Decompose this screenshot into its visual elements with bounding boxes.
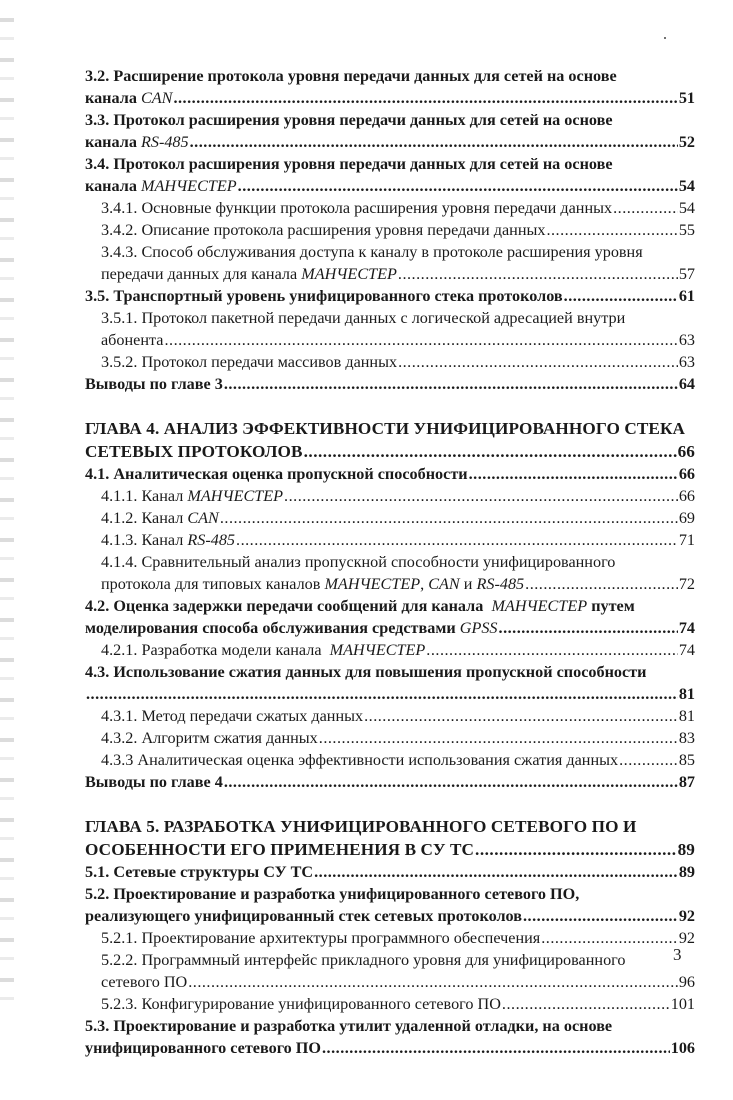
toc-entry-title: 3.4. Протокол расширения уровня передачи данных для сетей на основе: [85, 155, 613, 173]
toc-subsection[interactable]: [85, 749, 695, 771]
toc-entry-title: Выводы по главе 3: [85, 375, 223, 393]
dot-leader: [224, 373, 678, 395]
italic-term: CAN: [187, 509, 219, 527]
toc-section[interactable]: [85, 771, 695, 793]
italic-term: RS-485: [140, 133, 189, 151]
toc-entry-title: протокола для типовых каналов МАНЧЕСТЕР, CAN и RS-485: [101, 575, 525, 593]
dot-leader: [564, 285, 678, 307]
toc-section[interactable]: [85, 463, 695, 485]
toc-entry-title: канала CAN: [85, 89, 173, 107]
toc-entry-title: абонента: [101, 331, 164, 349]
toc-page-number: 85: [678, 751, 695, 769]
toc-subsection[interactable]: [85, 197, 695, 219]
toc-chapter[interactable]: [85, 417, 695, 463]
toc-subsection[interactable]: [85, 241, 695, 285]
toc-page-number: 66: [677, 442, 695, 461]
dot-leader: [188, 971, 678, 993]
dot-leader: [164, 329, 677, 351]
italic-term: МАНЧЕСТЕР: [329, 641, 426, 659]
toc-subsection[interactable]: [85, 705, 695, 727]
dot-leader: [86, 683, 678, 705]
toc-page-number: 57: [678, 265, 695, 283]
toc-entry-title: 4.3. Использование сжатия данных для повышения пропускной способности: [85, 663, 647, 681]
toc-entry-title: 5.2.1. Проектирование архитектуры программного обеспечения: [101, 929, 541, 947]
toc-entry-title: 3.4.3. Способ обслуживания доступа к каналу в протоколе расширения уровня: [101, 243, 643, 261]
chapter-spacer: [85, 395, 695, 417]
dot-leader: [398, 263, 678, 285]
toc-entry-title: 5.1. Сетевые структуры СУ ТС: [85, 863, 314, 881]
toc-section[interactable]: [85, 661, 695, 705]
toc-page-number: 74: [678, 619, 695, 637]
toc-entry-title: ГЛАВА 5. РАЗРАБОТКА УНИФИЦИРОВАННОГО СЕТЕВОГО ПО И: [85, 817, 637, 836]
toc-entry-title: Выводы по главе 4: [85, 773, 223, 791]
toc-page-number: 81: [678, 707, 695, 725]
toc-page-number: 64: [678, 375, 695, 393]
italic-term: RS-485: [476, 575, 525, 593]
dot-leader: [319, 727, 678, 749]
toc-subsection[interactable]: [85, 993, 695, 1015]
toc-subsection[interactable]: [85, 485, 695, 507]
scan-speck: [664, 37, 666, 39]
toc-page-number: 92: [678, 907, 695, 925]
toc-entry-title: моделирования способа обслуживания средствами GPSS: [85, 619, 498, 637]
toc-page-number: 52: [678, 133, 695, 151]
toc-page-number: 63: [678, 353, 695, 371]
toc-section[interactable]: [85, 373, 695, 395]
dot-leader: [236, 529, 678, 551]
toc-subsection[interactable]: [85, 351, 695, 373]
toc-entry-title: 4.1.4. Сравнительный анализ пропускной способности унифицированного: [101, 553, 616, 571]
toc-entry-title: 3.4.1. Основные функции протокола расширения уровня передачи данных: [101, 199, 613, 217]
toc-entry-title: 5.3. Проектирование и разработка утилит удаленной отладки, на основе: [85, 1017, 613, 1035]
dot-leader: [619, 749, 678, 771]
italic-term: МАНЧЕСТЕР: [324, 575, 421, 593]
toc-page-number: 101: [670, 995, 695, 1013]
dot-leader: [398, 351, 678, 373]
dot-leader: [364, 705, 678, 727]
toc-entry-title: 4.1.1. Канал МАНЧЕСТЕР: [101, 487, 284, 505]
toc-entry-title: 4.3.2. Алгоритм сжатия данных: [101, 729, 318, 747]
dot-leader: [238, 175, 678, 197]
toc-subsection[interactable]: [85, 639, 695, 661]
italic-term: МАНЧЕСТЕР: [301, 265, 397, 283]
italic-term: RS-485: [187, 531, 236, 549]
toc-page-number: 106: [670, 1039, 695, 1057]
dot-leader: [546, 219, 677, 241]
dot-leader: [173, 87, 677, 109]
dot-leader: [541, 927, 678, 949]
dot-leader: [469, 463, 678, 485]
toc-page-number: 66: [678, 487, 695, 505]
toc-entry-title: реализующего унифицированный стек сетевых протоколов: [85, 907, 522, 925]
toc-page-number: 54: [678, 177, 695, 195]
toc-section[interactable]: [85, 285, 695, 307]
toc-entry-title: 4.3.1. Метод передачи сжатых данных: [101, 707, 364, 725]
toc-entry-title: 5.2. Проектирование и разработка унифицированного сетевого ПО,: [85, 885, 580, 903]
toc-subsection[interactable]: [85, 307, 695, 351]
toc-entry-title: канала МАНЧЕСТЕР: [85, 177, 237, 195]
toc-page-number: 72: [678, 575, 695, 593]
italic-term: GPSS: [459, 619, 498, 637]
dot-leader: [284, 485, 678, 507]
dot-leader: [499, 617, 678, 639]
toc-entry-title: 5.2.3. Конфигурирование унифицированного сетевого ПО: [101, 995, 501, 1013]
toc-entry-title: 4.3.3 Аналитическая оценка эффективности использования сжатия данных: [101, 751, 619, 769]
toc-entry-title: 4.1.3. Канал RS-485: [101, 531, 236, 549]
toc-section[interactable]: [85, 861, 695, 883]
toc-entry-title: 3.4.2. Описание протокола расширения уровня передачи данных: [101, 221, 546, 239]
toc-entry-title: канала RS-485: [85, 133, 189, 151]
italic-term: МАНЧЕСТЕР: [187, 487, 284, 505]
dot-leader: [502, 993, 670, 1015]
toc-entry-title: передачи данных для канала МАНЧЕСТЕР: [101, 265, 397, 283]
toc-page-number: 83: [678, 729, 695, 747]
toc-page-number: 51: [678, 89, 695, 107]
toc-page-number: 61: [678, 287, 695, 305]
toc-page-number: 71: [678, 531, 695, 549]
chapter-spacer: [85, 793, 695, 815]
scan-edge-artifact: [0, 0, 14, 1000]
toc-entry-title: 4.1. Аналитическая оценка пропускной способности: [85, 465, 468, 483]
toc-entry-title: СЕТЕВЫХ ПРОТОКОЛОВ: [85, 442, 303, 461]
dot-leader: [304, 440, 677, 463]
toc-page-number: 89: [677, 840, 695, 859]
toc-page-number: 92: [678, 929, 695, 947]
dot-leader: [525, 573, 678, 595]
dot-leader: [426, 639, 678, 661]
toc-section[interactable]: [85, 65, 695, 109]
toc-section[interactable]: [85, 883, 695, 927]
italic-term: CAN: [140, 89, 173, 107]
dot-leader: [220, 507, 678, 529]
toc-section[interactable]: [85, 109, 695, 153]
toc-page-number: 66: [678, 465, 695, 483]
dot-leader: [322, 1037, 670, 1059]
italic-term: МАНЧЕСТЕР: [140, 177, 237, 195]
toc-subsection[interactable]: [85, 927, 695, 949]
toc-subsection[interactable]: [85, 551, 695, 595]
toc-entry-title: 4.1.2. Канал CAN: [101, 509, 219, 527]
dot-leader: [475, 838, 677, 861]
dot-leader: [523, 905, 678, 927]
dot-leader: [613, 197, 678, 219]
toc-section[interactable]: [85, 595, 695, 639]
toc-entry-title: 3.5.1. Протокол пакетной передачи данных с логической адресацией внутри: [101, 309, 626, 327]
toc-entry-title: сетевого ПО: [101, 973, 188, 991]
toc-page-number: 96: [678, 973, 695, 991]
toc-entry-title: 3.5.2. Протокол передачи массивов данных: [101, 353, 398, 371]
toc-entry-title: 3.2. Расширение протокола уровня передачи данных для сетей на основе: [85, 67, 617, 85]
page-number: 3: [673, 945, 682, 964]
toc-entry-title: 3.5. Транспортный уровень унифицированного стека протоколов: [85, 287, 563, 305]
toc-subsection[interactable]: [85, 507, 695, 529]
toc-entry-title: 5.2.2. Программный интерфейс прикладного уровня для унифицированного: [101, 951, 626, 969]
toc-page-number: 89: [678, 863, 695, 881]
toc-page-number: 74: [678, 641, 695, 659]
italic-term: CAN: [428, 575, 460, 593]
toc-subsection[interactable]: [85, 727, 695, 749]
toc-section[interactable]: [85, 1015, 695, 1059]
toc-subsection[interactable]: [85, 529, 695, 551]
toc-page-number: 63: [678, 331, 695, 349]
toc-entry-title: ГЛАВА 4. АНАЛИЗ ЭФФЕКТИВНОСТИ УНИФИЦИРОВАННОГО СТЕКА: [85, 419, 686, 438]
toc-page-number: 87: [678, 773, 695, 791]
toc-subsection[interactable]: [85, 949, 695, 993]
toc-entry-title: 4.2. Оценка задержки передачи сообщений для канала МАНЧЕСТЕР путем: [85, 597, 635, 615]
dot-leader: [224, 771, 678, 793]
dot-leader: [190, 131, 678, 153]
dot-leader: [314, 861, 678, 883]
toc-section[interactable]: [85, 153, 695, 197]
italic-term: МАНЧЕСТЕР: [491, 597, 588, 615]
toc-page-number: 54: [678, 199, 695, 217]
toc-entry-title: ОСОБЕННОСТИ ЕГО ПРИМЕНЕНИЯ В СУ ТС: [85, 840, 475, 859]
toc-entry-title: 4.2.1. Разработка модели канала МАНЧЕСТЕР: [101, 641, 426, 659]
toc-page-number: 69: [678, 509, 695, 527]
toc-entry-title: 3.3. Протокол расширения уровня передачи данных для сетей на основе: [85, 111, 613, 129]
toc-chapter[interactable]: [85, 815, 695, 861]
toc-entry-title: унифицированного сетевого ПО: [85, 1039, 321, 1057]
toc-page-number: 55: [678, 221, 695, 239]
toc-page-number: 81: [678, 685, 695, 703]
toc-subsection[interactable]: [85, 219, 695, 241]
table-of-contents: [85, 65, 695, 1059]
